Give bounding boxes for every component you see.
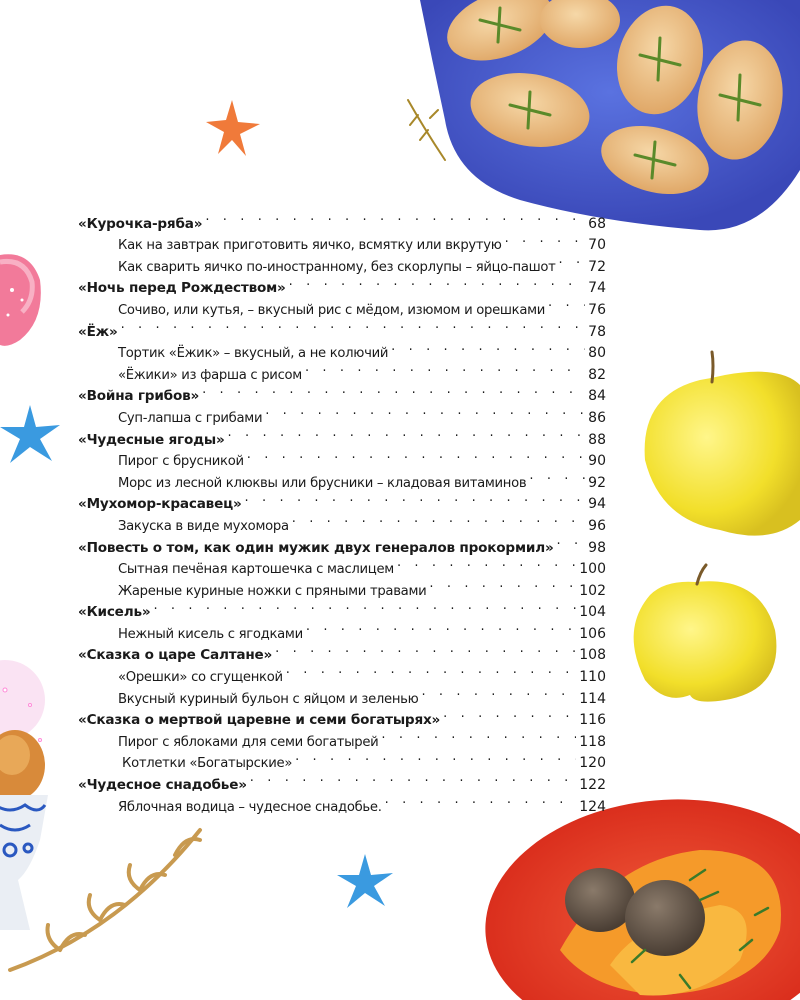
toc-leader-dots	[381, 724, 576, 746]
toc-leader-dots	[505, 228, 586, 250]
toc-entry-title: «Ночь перед Рождеством»	[78, 280, 286, 297]
toc-entry-title: «Война грибов»	[78, 388, 200, 405]
toc-page-number: 70	[588, 237, 606, 254]
toc-page-number: 82	[588, 366, 606, 383]
toc-leader-dots	[205, 206, 585, 228]
toc-entry-title: «Ёж»	[78, 323, 118, 340]
toc-recipe-entry[interactable]	[78, 336, 606, 362]
toc-page-number: 120	[579, 755, 606, 772]
toc-leader-dots	[429, 573, 576, 595]
toc-leader-dots	[443, 703, 576, 725]
toc-leader-dots	[548, 292, 585, 314]
blue-star-icon	[0, 405, 60, 463]
toc-entry-title: Жареные куриные ножки с пряными травами	[118, 583, 427, 599]
toc-leader-dots	[295, 746, 576, 768]
toc-page-number: 108	[579, 647, 606, 664]
toc-recipe-entry[interactable]	[78, 616, 606, 642]
twig-icon	[408, 100, 445, 160]
blue-star-icon-2	[337, 854, 393, 908]
toc-page-number: 76	[588, 301, 606, 318]
toc-entry-title: Морс из лесной клюквы или брусники – кладовая витаминов	[118, 475, 527, 491]
toc-page-number: 110	[579, 669, 606, 686]
toc-leader-dots	[202, 379, 585, 401]
toc-leader-dots	[557, 530, 586, 552]
toc-entry-title: «Орешки» со сгущенкой	[118, 670, 283, 686]
toc-leader-dots	[559, 249, 586, 271]
toc-entry-title: Вкусный куриный бульон с яйцом и зеленью	[118, 691, 419, 707]
orange-star-icon	[206, 100, 260, 156]
toc-chapter-entry[interactable]	[78, 595, 606, 621]
toc-leader-dots	[245, 487, 586, 509]
toc-entry-title: «Кисель»	[78, 604, 151, 621]
toc-page-number: 68	[588, 215, 606, 232]
toc-page-number: 122	[579, 777, 606, 794]
toc-entry-title: «Чудесное снадобье»	[78, 777, 247, 794]
toc-entry-title: Нежный кисель с ягодками	[118, 626, 303, 642]
plate-illustration	[475, 785, 800, 1000]
toc-leader-dots	[529, 465, 585, 487]
toc-page-number: 96	[588, 517, 606, 534]
toc-page-number: 114	[579, 690, 606, 707]
toc-chapter-entry[interactable]	[78, 206, 606, 232]
apple-illustration	[645, 352, 800, 536]
toc-leader-dots	[306, 616, 576, 638]
bread-tray-illustration	[420, 0, 800, 230]
toc-page-number: 80	[588, 345, 606, 362]
toc-page-number: 98	[588, 539, 606, 556]
toc-entry-title: «Мухомор-красавец»	[78, 496, 242, 513]
toc-entry-title: «Курочка-ряба»	[78, 215, 203, 232]
toc-leader-dots	[286, 659, 577, 681]
toc-leader-dots	[275, 638, 576, 660]
toc-page-number: 106	[579, 625, 606, 642]
toc-leader-dots	[250, 767, 576, 789]
toc-entry-title: «Ёжики» из фарша с рисом	[118, 367, 302, 383]
toc-entry-title: Суп-лапша с грибами	[118, 410, 263, 426]
toc-entry-title: «Повесть о том, как один мужик двух генералов прокормил»	[78, 539, 554, 556]
toc-leader-dots	[265, 400, 585, 422]
toc-page-number: 118	[579, 733, 606, 750]
toc-entry-title: Закуска в виде мухомора	[118, 518, 289, 534]
toc-entry-title: Пирог с брусникой	[118, 454, 244, 470]
toc-leader-dots	[121, 314, 586, 336]
toc-leader-dots	[385, 789, 577, 811]
egg-cup-illustration	[0, 660, 48, 930]
toc-leader-dots	[305, 357, 585, 379]
toc-entry-title: Котлетки «Богатырские»	[122, 756, 293, 772]
toc-leader-dots	[228, 422, 586, 444]
table-of-contents	[78, 206, 606, 815]
toc-page-number: 86	[588, 409, 606, 426]
toc-page-number: 74	[588, 280, 606, 297]
toc-leader-dots	[289, 271, 586, 293]
toc-leader-dots	[421, 681, 576, 703]
toc-page-number: 88	[588, 431, 606, 448]
apple-illustration-2	[634, 565, 777, 702]
toc-page-number: 94	[588, 496, 606, 513]
toc-entry-title: «Сказка о царе Салтане»	[78, 647, 273, 664]
toc-entry-title: Сочиво, или кутья, – вкусный рис с мёдом, изюмом и орешками	[118, 302, 546, 318]
toc-page-number: 100	[579, 561, 606, 578]
toc-leader-dots	[292, 508, 585, 530]
wheat-icon	[10, 830, 200, 970]
toc-page-number: 104	[579, 604, 606, 621]
toc-leader-dots	[397, 552, 576, 574]
toc-page-number: 72	[588, 258, 606, 275]
toc-page-number: 116	[579, 712, 606, 729]
toc-leader-dots	[153, 595, 576, 617]
toc-entry-title: Как сварить яичко по-иностранному, без скорлупы – яйцо-пашот	[118, 259, 556, 275]
toc-page-number: 78	[588, 323, 606, 340]
toc-entry-title: Пирог с яблоками для семи богатырей	[118, 734, 379, 750]
toc-chapter-entry[interactable]	[78, 314, 606, 340]
toc-entry-title: «Сказка о мертвой царевне и семи богатырях»	[78, 712, 441, 729]
toc-entry-title: Тортик «Ёжик» – вкусный, а не колючий	[118, 346, 389, 362]
toc-entry-title: Сытная печёная картошечка с маслицем	[118, 562, 394, 578]
toc-entry-title: «Чудесные ягоды»	[78, 431, 225, 448]
toc-entry-title: Яблочная водица – чудесное снадобье.	[118, 799, 382, 815]
toc-leader-dots	[391, 336, 585, 358]
pink-ornament-illustration	[0, 254, 41, 346]
toc-page-number: 124	[579, 798, 606, 815]
toc-page-number: 90	[588, 453, 606, 470]
toc-leader-dots	[247, 444, 585, 466]
toc-page-number: 84	[588, 388, 606, 405]
toc-page-number: 102	[579, 582, 606, 599]
toc-entry-title: Как на завтрак приготовить яичко, всмятку или вкрутую	[118, 238, 502, 254]
toc-page-number: 92	[588, 474, 606, 491]
